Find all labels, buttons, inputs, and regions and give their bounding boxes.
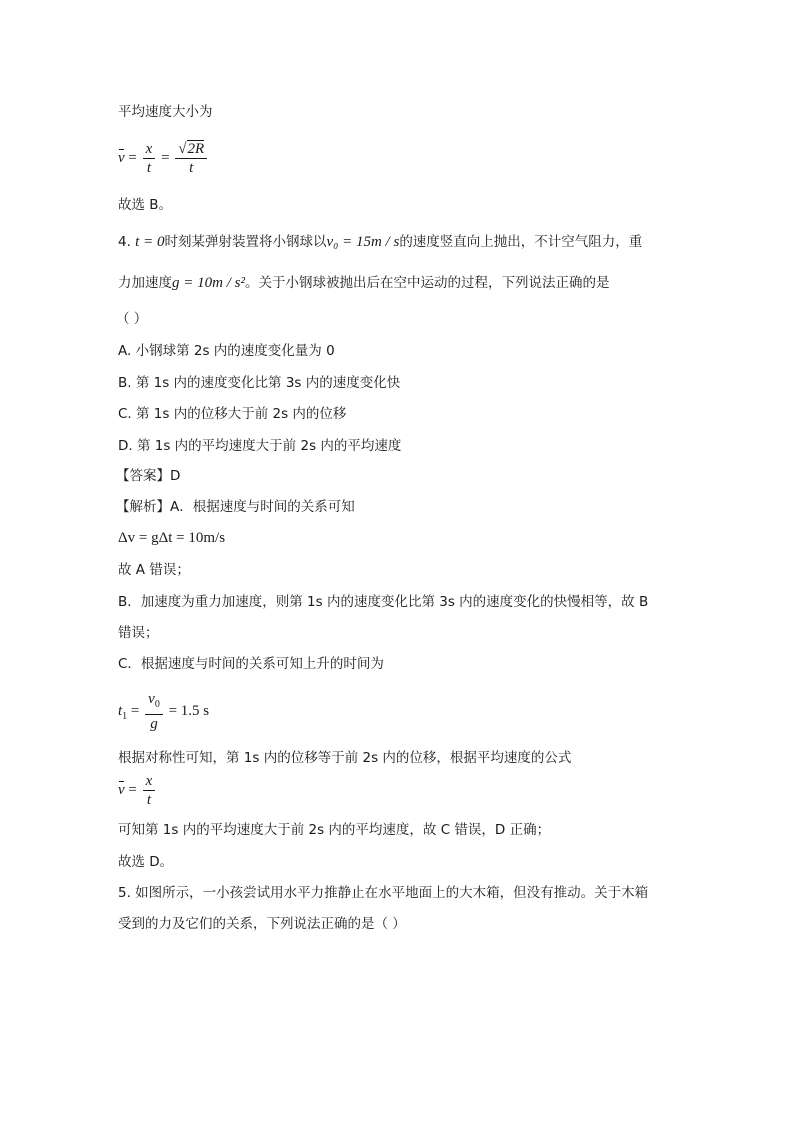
formula-average-speed: v = $\frac{x}{t}$ = $\frac{√2R}{t}$ [118, 140, 209, 177]
text-line: 根据对称性可知，第 1s 内的位移等于前 2s 内的位移，根据平均速度的公式 [118, 750, 572, 766]
option-b: B. 第 1s 内的速度变化比第 3s 内的速度变化快 [118, 375, 401, 391]
option-c: C. 第 1s 内的位移大于前 2s 内的位移 [118, 406, 347, 422]
answer-label: 【答案】D [116, 468, 181, 484]
formula-average-velocity: v = $\frac{x}{t}$ [118, 772, 157, 809]
text-line: 故选 B。 [118, 197, 173, 213]
text-line: 平均速度大小为 [118, 104, 213, 120]
formula-delta-v: Δv = gΔt = 10m/s [118, 530, 226, 546]
text-line: B．加速度为重力加速度，则第 1s 内的速度变化比第 3s 内的速度变化的快慢相等，故 B [118, 594, 649, 610]
answer-bracket: （ ） [116, 311, 148, 327]
option-d: D. 第 1s 内的平均速度大于前 2s 内的平均速度 [118, 438, 402, 454]
text-line: 故选 D。 [118, 854, 174, 870]
question-5-line-1: 5. 如图所示，一小孩尝试用水平力推静止在水平地面上的大木箱，但没有推动。关于木箱 [118, 885, 649, 901]
formula-rise-time: $t_1$ = $\frac{v_0}{g}$ = 1.5 s [118, 691, 210, 732]
question-4-line-1: 4. t = 0时刻某弹射装置将小钢球以v₀ = 15m / s的速度竖直向上抛出，不计空气阻力，重 [118, 234, 643, 250]
question-5-line-2: 受到的力及它们的关系，下列说法正确的是（ ） [118, 916, 406, 932]
text-line: 可知第 1s 内的平均速度大于前 2s 内的平均速度，故 C 错误，D 正确； [118, 822, 551, 838]
explanation-label: 【解析】A．根据速度与时间的关系可知 [116, 499, 355, 515]
text-line: 故 A 错误； [118, 562, 190, 578]
question-4-line-2: 力加速度g = 10m / s²。关于小钢球被抛出后在空中运动的过程，下列说法正确的是 [118, 275, 610, 291]
text-line: C．根据速度与时间的关系可知上升的时间为 [118, 656, 384, 672]
text-line: 错误； [118, 625, 159, 641]
option-a: A. 小钢球第 2s 内的速度变化量为 0 [118, 343, 335, 359]
